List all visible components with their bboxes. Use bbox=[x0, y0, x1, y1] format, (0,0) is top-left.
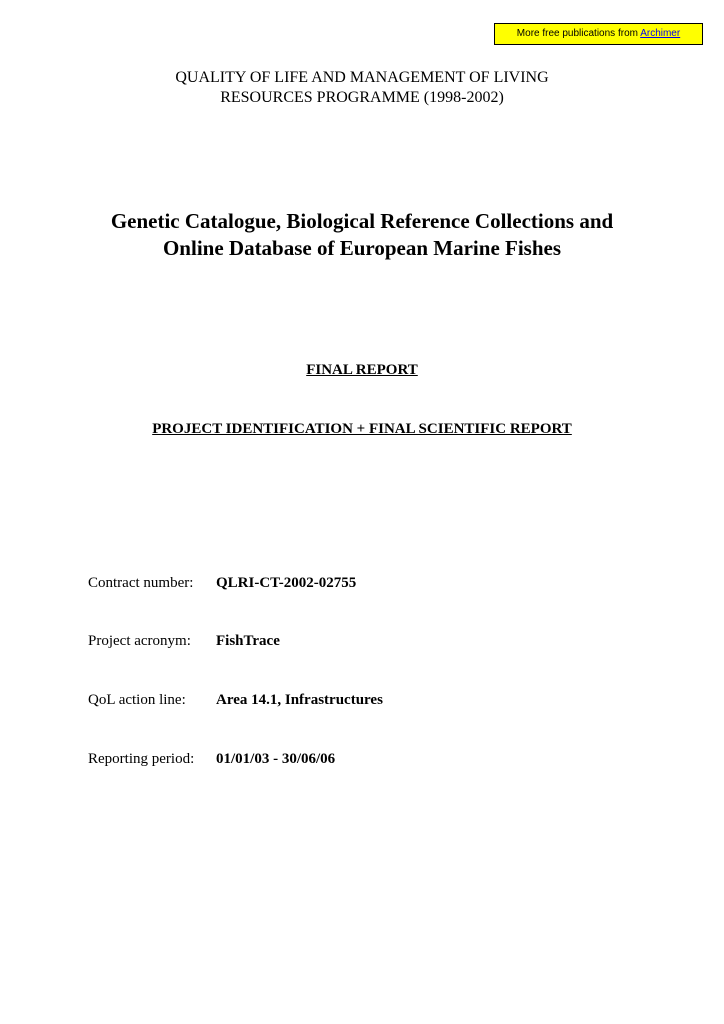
document-title bbox=[0, 208, 724, 262]
reporting-period-field bbox=[88, 749, 335, 769]
action-line-label: QoL action line: bbox=[88, 692, 186, 708]
programme-line-2: RESOURCES PROGRAMME (1998-2002) bbox=[220, 89, 504, 106]
reporting-period-label: Reporting period: bbox=[88, 751, 195, 767]
project-acronym-field bbox=[88, 631, 280, 651]
action-line-value: Area 14.1, Infrastructures bbox=[216, 692, 383, 708]
reporting-period-value: 01/01/03 - 30/06/06 bbox=[216, 751, 336, 767]
project-acronym-value: FishTrace bbox=[216, 633, 280, 649]
title-line-1: Genetic Catalogue, Biological Reference Collections and bbox=[110, 209, 614, 233]
contract-number-label: Contract number: bbox=[88, 575, 194, 591]
final-report-heading: FINAL REPORT bbox=[306, 362, 418, 378]
title-line-2: Online Database of European Marine Fishes bbox=[162, 236, 562, 260]
programme-line-1: QUALITY OF LIFE AND MANAGEMENT OF LIVING bbox=[175, 69, 549, 86]
contract-number-value: QLRI-CT-2002-02755 bbox=[216, 575, 357, 591]
archimer-link[interactable]: Archimer bbox=[640, 28, 681, 39]
programme-heading bbox=[0, 68, 724, 108]
action-line-field bbox=[88, 690, 383, 710]
archimer-banner bbox=[494, 23, 703, 45]
banner-text: More free publications from bbox=[516, 28, 641, 39]
contract-number-field bbox=[88, 573, 356, 593]
report-subtitle: PROJECT IDENTIFICATION + FINAL SCIENTIFIC REPORT bbox=[152, 421, 572, 437]
project-acronym-label: Project acronym: bbox=[88, 633, 191, 649]
